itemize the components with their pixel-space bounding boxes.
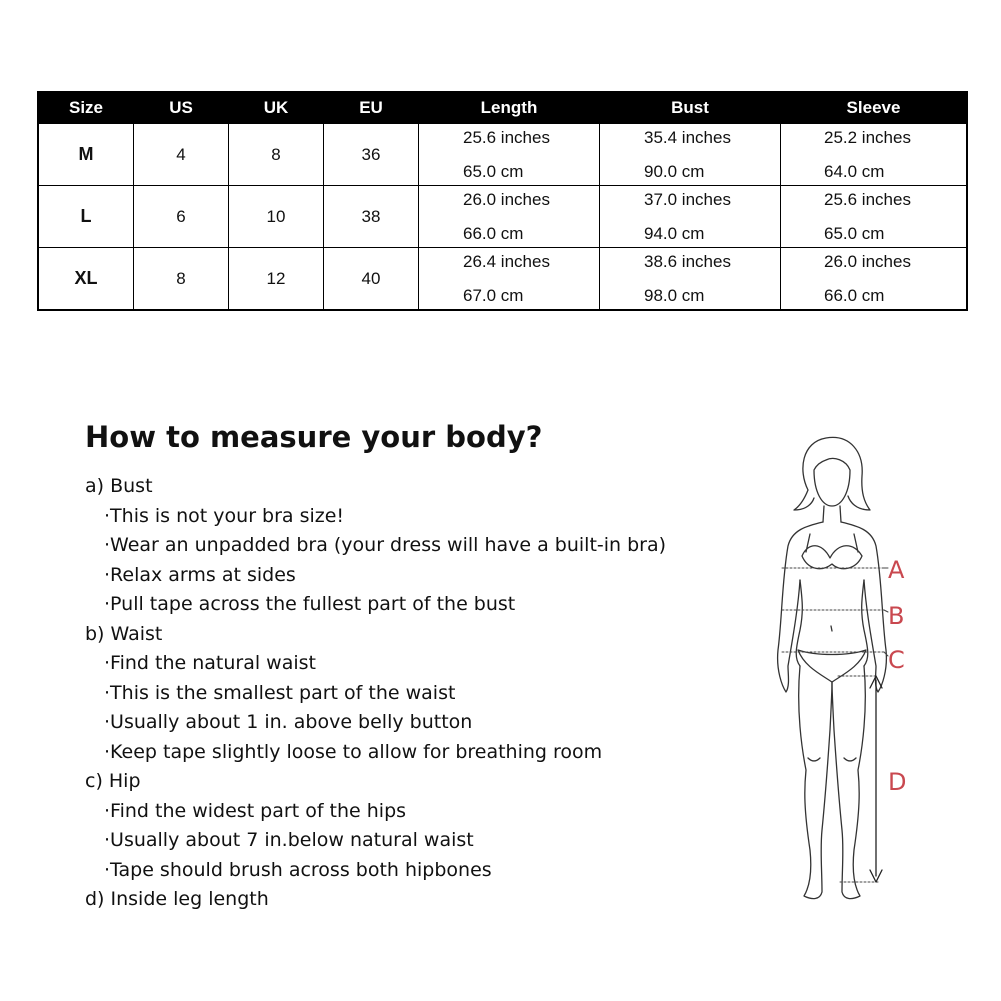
label-b: B: [888, 602, 905, 630]
knee-marks: [808, 758, 856, 761]
section-heading-hip: c) Hip: [85, 770, 141, 792]
us-value: 8: [134, 248, 229, 311]
sleeve-cm: 64.0 cm: [824, 161, 885, 181]
list-item: ·Tape should brush across both hipbones: [104, 858, 492, 881]
torso-outline: [796, 580, 868, 666]
bust-cell: [600, 248, 781, 311]
length-cell: [419, 248, 600, 311]
bust-cm: 90.0 cm: [644, 161, 705, 181]
length-cm: 65.0 cm: [463, 161, 524, 181]
us-value: 4: [134, 124, 229, 186]
navel-mark: [831, 626, 832, 631]
list-item: ·Usually about 1 in. above belly button: [104, 711, 473, 733]
eu-value: 36: [324, 124, 419, 186]
sleeve-inches: 26.0 inches: [824, 251, 911, 271]
list-item: ·Usually about 7 in.below natural waist: [104, 829, 474, 851]
section-heading-inside-leg: d) Inside leg length: [85, 888, 269, 910]
sleeve-cm: 65.0 cm: [824, 223, 885, 243]
sleeve-inches: 25.2 inches: [824, 127, 911, 147]
body-measurement-figure: [760, 430, 930, 920]
sleeve-cell: [781, 124, 968, 186]
length-inches: 25.6 inches: [463, 127, 550, 147]
section-heading-waist: b) Waist: [85, 622, 163, 645]
table-row: [38, 124, 967, 186]
size-value: XL: [38, 248, 134, 311]
header-sleeve: Sleeve: [781, 92, 968, 124]
length-inches: 26.0 inches: [463, 189, 550, 209]
header-us: US: [134, 92, 229, 124]
sleeve-inches: 25.6 inches: [824, 189, 911, 209]
label-c: C: [888, 646, 905, 674]
bra-outline: [802, 534, 862, 569]
length-cm: 66.0 cm: [463, 223, 524, 243]
header-eu: EU: [324, 92, 419, 124]
header-bust: Bust: [600, 92, 781, 124]
guide-title: How to measure your body?: [85, 420, 543, 454]
bust-cell: [600, 124, 781, 186]
measure-instructions: [85, 472, 725, 915]
section-heading-bust: a) Bust: [85, 475, 153, 497]
sleeve-cm: 66.0 cm: [824, 285, 885, 305]
size-value: L: [38, 186, 134, 248]
hair-outline: [794, 437, 870, 510]
bust-inches: 35.4 inches: [644, 127, 731, 147]
size-chart-table: [37, 91, 968, 311]
label-d: D: [888, 768, 907, 796]
uk-value: 8: [229, 124, 324, 186]
header-size: Size: [38, 92, 134, 124]
table-header-row: [38, 92, 967, 124]
list-item: ·Wear an unpadded bra (your dress will have a built-in bra): [104, 534, 667, 556]
list-item: ·This is the smallest part of the waist: [104, 681, 456, 704]
header-length: Length: [419, 92, 600, 124]
eu-value: 38: [324, 186, 419, 248]
briefs-outline: [798, 650, 866, 682]
uk-value: 12: [229, 248, 324, 311]
right-leg-outline: [832, 666, 865, 899]
sleeve-cell: [781, 186, 968, 248]
uk-value: 10: [229, 186, 324, 248]
label-a: A: [888, 556, 905, 584]
table-row: [38, 248, 967, 311]
list-item: ·Find the natural waist: [104, 652, 316, 674]
length-cm: 67.0 cm: [463, 285, 524, 305]
bust-inches: 37.0 inches: [644, 189, 731, 209]
body-outline-illustration: [760, 430, 930, 920]
size-value: M: [38, 124, 134, 186]
sleeve-cell: [781, 248, 968, 311]
length-cell: [419, 124, 600, 186]
bust-cm: 94.0 cm: [644, 223, 705, 243]
list-item: ·Find the widest part of the hips: [104, 799, 407, 822]
us-value: 6: [134, 186, 229, 248]
face-outline: [814, 458, 850, 506]
bust-cm: 98.0 cm: [644, 285, 705, 305]
list-item: ·This is not your bra size!: [104, 504, 345, 527]
neck-outline: [823, 506, 841, 522]
list-item: ·Pull tape across the fullest part of the bust: [104, 593, 516, 615]
header-uk: UK: [229, 92, 324, 124]
list-item: ·Keep tape slightly loose to allow for breathing room: [104, 740, 603, 763]
bust-cell: [600, 186, 781, 248]
bust-inches: 38.6 inches: [644, 251, 731, 271]
eu-value: 40: [324, 248, 419, 311]
table-row: [38, 186, 967, 248]
list-item: ·Relax arms at sides: [104, 563, 296, 586]
length-inches: 26.4 inches: [463, 251, 550, 271]
length-cell: [419, 186, 600, 248]
left-leg-outline: [799, 666, 832, 899]
